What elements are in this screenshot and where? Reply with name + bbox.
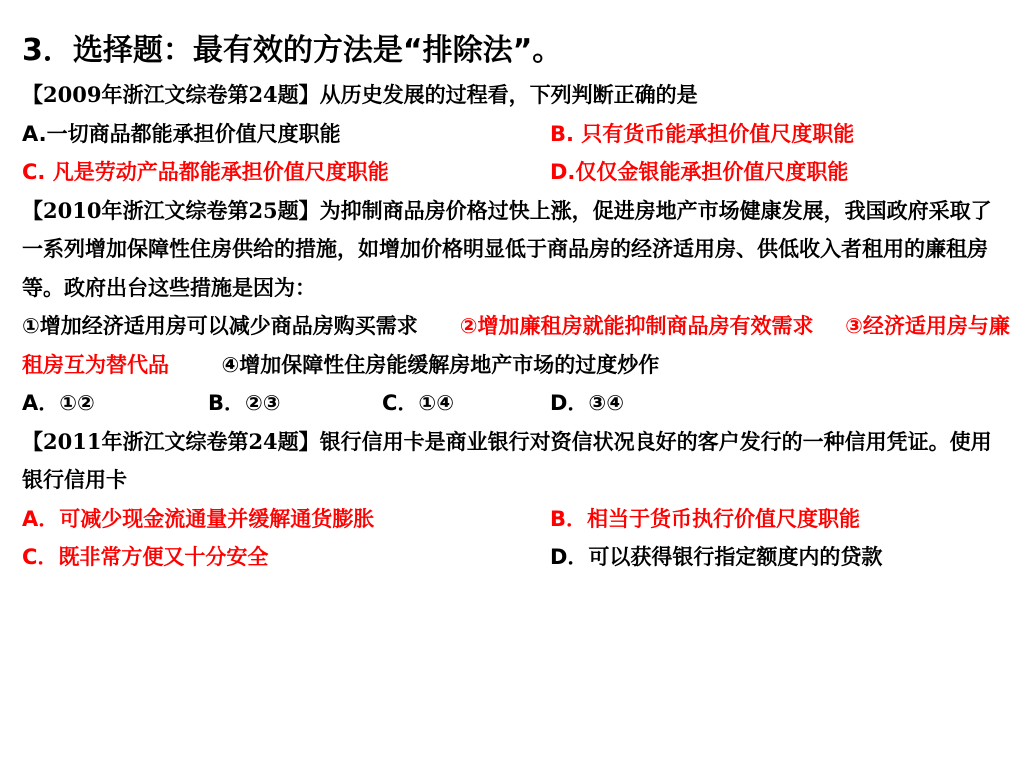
question-2-option-c: C．①④ [382, 391, 454, 415]
question-1-option-b: B. 只有货币能承担价值尺度职能 [550, 121, 855, 146]
question-3-options-row-1 [22, 500, 1012, 539]
question-2-text: 为抑制商品房价格过快上涨，促进房地产市场健康发展，我国政府采取了一系列增加保障性住房供给的措施，如增加价格明显低于商品房的经济适用房、供低收入者租用的廉租房等。政府出台这些措施是因为： [22, 198, 992, 300]
question-3-options-row-2 [22, 538, 1012, 577]
question-1-option-d: D.仅仅金银能承担价值尺度职能 [550, 160, 849, 184]
question-1-text: 从历史发展的过程看，下列判断正确的是 [319, 83, 698, 107]
question-1-option-a: A.一切商品都能承担价值尺度职能 [22, 121, 341, 146]
question-3-option-a: A．可减少现金流通量并缓解通货膨胀 [22, 506, 375, 531]
question-2-option-b: B．②③ [208, 391, 281, 415]
question-1-stem [22, 76, 1012, 115]
question-2-option-d: D．③④ [550, 391, 624, 415]
slide-content [22, 28, 1012, 577]
slide-title: 3．选择题：最有效的方法是“排除法”。 [22, 33, 563, 68]
question-2-source: 【2010年浙江文综卷第25题】 [22, 197, 320, 223]
question-2-items [22, 307, 1012, 384]
question-3-stem [22, 423, 1012, 500]
question-3-source: 【2011年浙江文综卷第24题】 [22, 428, 320, 454]
question-3-text: 银行信用卡是商业银行对资信状况良好的客户发行的一种信用凭证。使用银行信用卡 [22, 429, 992, 492]
question-3-option-c: C．既非常方便又十分安全 [22, 545, 269, 569]
question-1-options-row-2 [22, 153, 1012, 192]
question-2-item-2: ②增加廉租房就能抑制商品房有效需求 [459, 314, 814, 338]
question-3-option-d: D．可以获得银行指定额度内的贷款 [550, 545, 883, 569]
question-2-option-a: A．①② [22, 391, 95, 415]
question-1-source: 【2009年浙江文综卷第24题】 [22, 82, 320, 107]
question-1-options-row-1 [22, 115, 1012, 154]
question-2-item-4: ④增加保障性住房能缓解房地产市场的过度炒作 [221, 352, 660, 377]
question-2-stem [22, 192, 1012, 308]
question-3-option-b: B．相当于货币执行价值尺度职能 [550, 506, 861, 531]
question-2-item-3: ③经济适用房与廉租房互为替代品 [22, 314, 1010, 377]
question-2-options-row [22, 384, 1012, 423]
question-2-item-1: ①增加经济适用房可以减少商品房购买需求 [22, 314, 418, 338]
question-1-option-c: C. 凡是劳动产品都能承担价值尺度职能 [22, 160, 389, 184]
